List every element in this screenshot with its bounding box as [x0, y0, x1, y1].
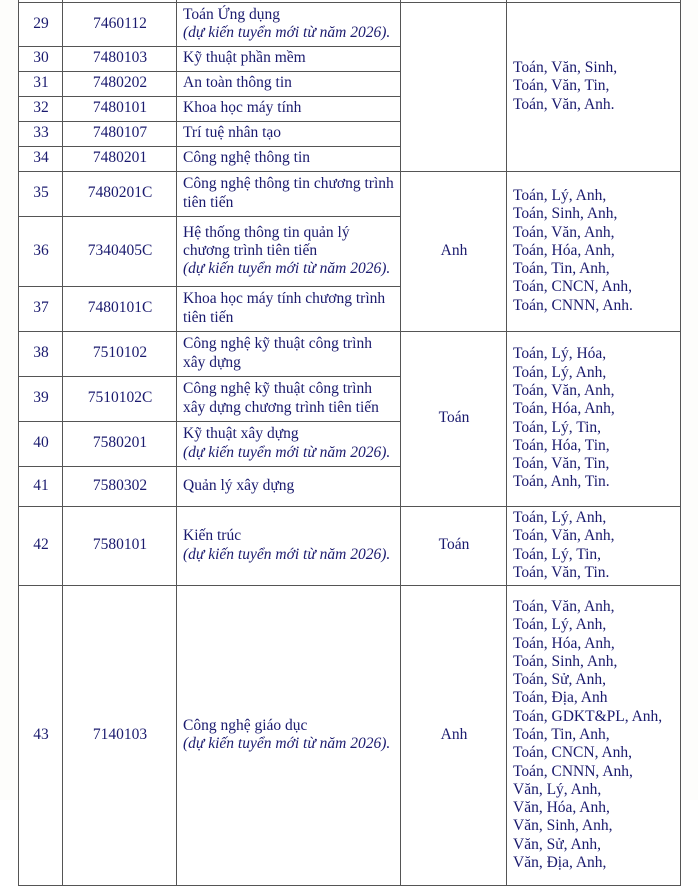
cell-major-code: 7480202: [63, 72, 177, 97]
cell-major-name: [177, 122, 401, 147]
major-name-text: Kỹ thuật phần mềm: [183, 49, 306, 67]
major-name-text: Toán Ứng dụng: [183, 5, 281, 23]
major-name-text: Khoa học máy tính chương trình tiên tiến: [183, 290, 386, 326]
cell-stt: 38: [19, 332, 63, 377]
cell-stt: 34: [19, 147, 63, 172]
subject-combination-line: Toán, Văn, Anh,: [513, 223, 615, 241]
subject-combination-line: Toán, Lý, Anh,: [513, 616, 607, 634]
major-name-text: Công nghệ thông tin chương trình tiên tiến: [183, 175, 394, 211]
cell-major-code: 7510102C: [63, 377, 177, 422]
cell-major-name: [177, 97, 401, 122]
major-name-text: Công nghệ kỹ thuật công trình xây dựng chương trình tiên tiến: [183, 380, 379, 416]
cell-major-name: [177, 467, 401, 507]
cell-major-name: [177, 3, 401, 47]
table-row[interactable]: [19, 3, 681, 47]
subject-combination-line: Toán, Anh, Tin.: [513, 473, 610, 491]
cell-stt: 43: [19, 586, 63, 886]
cell-major-name: [177, 377, 401, 422]
cell-stt: 42: [19, 507, 63, 586]
major-name-text: Kỹ thuật xây dựng: [183, 425, 299, 443]
cell-major-code: 7580302: [63, 467, 177, 507]
table-row[interactable]: [19, 332, 681, 377]
cell-subject-combinations: [507, 172, 681, 332]
major-name-note: (dự kiến tuyển mới từ năm 2026).: [183, 443, 391, 461]
cell-major-code: 7480107: [63, 122, 177, 147]
cell-major-code: 7480101C: [63, 287, 177, 332]
cell-major-code: 7580201: [63, 422, 177, 467]
cell-major-name: [177, 287, 401, 332]
subject-combination-line: Văn, Sử, Anh,: [513, 835, 602, 853]
cell-subject-combinations: [507, 586, 681, 886]
cell-subject-combinations: [507, 3, 681, 172]
cell-major-code: 7140103: [63, 586, 177, 886]
cell-major-code: 7510102: [63, 332, 177, 377]
subject-combination-line: Toán, Lý, Anh,: [513, 363, 607, 381]
subject-combination-line: Văn, Hóa, Anh,: [513, 799, 610, 817]
major-name-text: Hệ thống thông tin quản lý chương trình tiên tiến: [183, 223, 350, 259]
cell-stt: 30: [19, 47, 63, 72]
subject-combination-line: Toán, Văn, Tin,: [513, 455, 610, 473]
subject-combination-line: Toán, CNCN, Anh,: [513, 744, 633, 762]
subject-combination-line: Toán, Văn, Tin.: [513, 563, 610, 581]
cell-major-name: [177, 586, 401, 886]
subject-combination-line: Toán, Hóa, Anh,: [513, 241, 615, 259]
subject-combination-line: Toán, Lý, Hóa,: [513, 345, 607, 363]
subject-combination-line: Toán, CNNN, Anh.: [513, 296, 633, 314]
subject-combination-line: Toán, Sử, Anh,: [513, 671, 606, 689]
cell-major-code: 7480201: [63, 147, 177, 172]
subject-combination-line: Toán, Văn, Sinh,: [513, 59, 618, 77]
subject-combination-line: Toán, Tin, Anh,: [513, 260, 610, 278]
major-name-text: Quản lý xây dựng: [183, 476, 295, 494]
cell-stt: 37: [19, 287, 63, 332]
subject-combination-line: Văn, Sinh, Anh,: [513, 817, 613, 835]
major-name-text: Công nghệ thông tin: [183, 149, 311, 167]
cell-main-subject: Anh: [401, 172, 507, 332]
cell-major-code: 7460112: [63, 3, 177, 47]
table-row[interactable]: [19, 586, 681, 886]
subject-combination-line: Toán, Lý, Anh,: [513, 187, 607, 205]
cell-major-code: 7580101: [63, 507, 177, 586]
cell-stt: 29: [19, 3, 63, 47]
subject-combination-line: Toán, CNCN, Anh,: [513, 278, 633, 296]
subject-combination-line: Toán, Lý, Tin,: [513, 418, 602, 436]
cell-stt: 36: [19, 217, 63, 287]
subject-combination-line: Toán, Văn, Anh.: [513, 95, 615, 113]
cell-major-name: [177, 147, 401, 172]
cell-major-name: [177, 422, 401, 467]
cell-main-subject: Toán: [401, 332, 507, 507]
table-row[interactable]: [19, 507, 681, 586]
subject-combination-line: Toán, Sinh, Anh,: [513, 205, 618, 223]
subject-combination-line: Toán, Hóa, Anh,: [513, 634, 615, 652]
cell-major-name: [177, 172, 401, 217]
major-name-text: Công nghệ kỹ thuật công trình xây dựng: [183, 335, 372, 371]
subject-combination-line: Toán, Văn, Anh,: [513, 381, 615, 399]
subject-combination-line: Văn, Lý, Anh,: [513, 780, 602, 798]
table-body: [19, 0, 681, 886]
cell-major-code: 7480103: [63, 47, 177, 72]
cell-stt: 32: [19, 97, 63, 122]
subject-combination-line: Toán, Tin, Anh,: [513, 725, 610, 743]
cell-stt: 40: [19, 422, 63, 467]
subject-combination-line: Toán, Lý, Anh,: [513, 509, 607, 526]
table-row[interactable]: [19, 172, 681, 217]
major-name-text: An toàn thông tin: [183, 74, 292, 92]
admissions-table: [18, 0, 681, 886]
cell-stt: 33: [19, 122, 63, 147]
major-name-note: (dự kiến tuyển mới từ năm 2026).: [183, 735, 391, 753]
cell-stt: 41: [19, 467, 63, 507]
cell-stt: 31: [19, 72, 63, 97]
cell-major-code: 7480101: [63, 97, 177, 122]
cell-major-code: 7480201C: [63, 172, 177, 217]
cell-major-name: [177, 47, 401, 72]
subject-combination-line: Toán, Văn, Anh,: [513, 598, 615, 616]
subject-combination-line: Toán, Địa, Anh: [513, 689, 608, 707]
cell-major-name: [177, 217, 401, 287]
cell-stt: 39: [19, 377, 63, 422]
cell-main-subject: Anh: [401, 586, 507, 886]
cell-main-subject: [401, 3, 507, 172]
major-name-text: Công nghệ giáo dục: [183, 716, 308, 734]
subject-combination-line: Toán, GDKT&PL, Anh,: [513, 707, 663, 725]
cell-subject-combinations: [507, 507, 681, 586]
subject-combination-line: Toán, Hóa, Tin,: [513, 436, 610, 454]
subject-combination-line: Toán, Hóa, Anh,: [513, 400, 615, 418]
subject-combination-line: Văn, Địa, Anh,: [513, 853, 607, 871]
cell-major-name: [177, 72, 401, 97]
cell-subject-combinations: [507, 332, 681, 507]
subject-combination-line: Toán, Văn, Tin,: [513, 77, 610, 95]
cell-stt: 35: [19, 172, 63, 217]
subject-combination-line: Toán, Sinh, Anh,: [513, 652, 618, 670]
major-name-text: Khoa học máy tính: [183, 99, 302, 117]
subject-combination-line: Toán, Lý, Tin,: [513, 545, 602, 563]
subject-combination-line: Toán, Văn, Anh,: [513, 527, 615, 545]
cell-main-subject: Toán: [401, 507, 507, 586]
major-name-text: Trí tuệ nhân tạo: [183, 124, 282, 142]
cell-major-code: 7340405C: [63, 217, 177, 287]
subject-combination-line: Toán, CNNN, Anh,: [513, 762, 633, 780]
major-name-note: (dự kiến tuyển mới từ năm 2026).: [183, 24, 391, 41]
cell-major-name: [177, 507, 401, 586]
major-name-note: (dự kiến tuyển mới từ năm 2026).: [183, 260, 391, 278]
major-name-note: (dự kiến tuyển mới từ năm 2026).: [183, 545, 391, 563]
cell-major-name: [177, 332, 401, 377]
major-name-text: Kiến trúc: [183, 527, 242, 545]
